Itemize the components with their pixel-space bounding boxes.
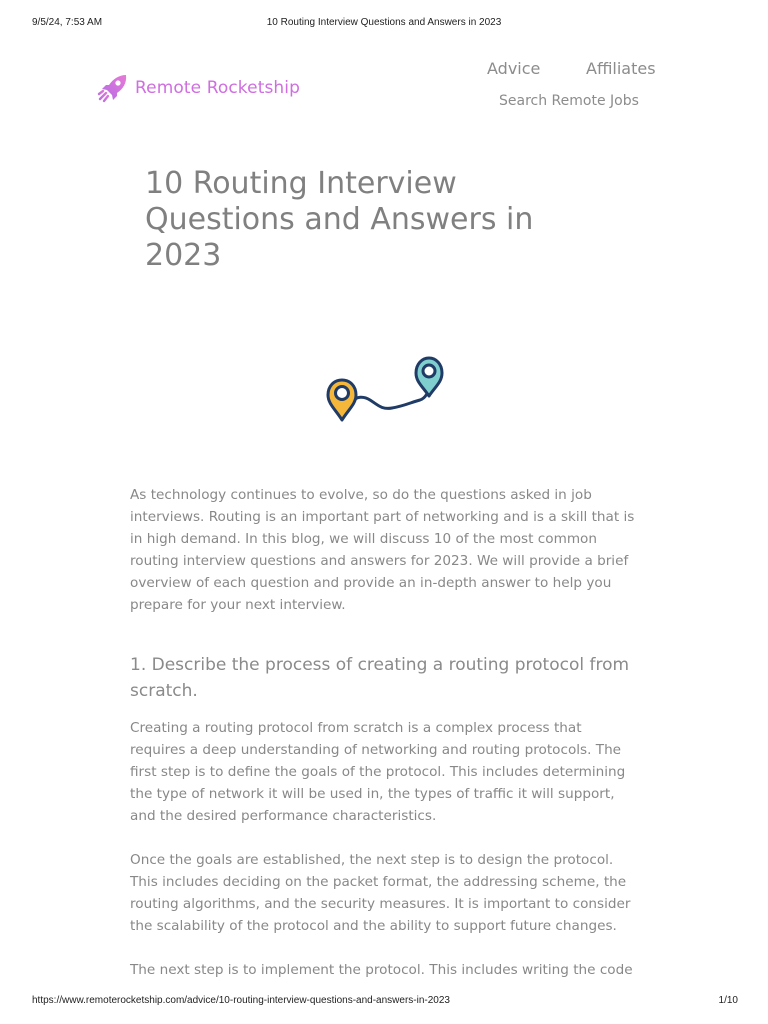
article-title: 10 Routing Interview Questions and Answers in 2023 (145, 166, 534, 273)
rocket-icon (97, 72, 131, 104)
question-1-paragraph: Once the goals are established, the next step is to design the protocol. This includes deciding on the packet format, the addressing scheme, the routing algorithms, and the security measures. It is important to consider the scalability of the protocol and the ability to support future changes. (130, 852, 631, 934)
article-body (130, 484, 635, 981)
question-1-paragraph: The next step is to implement the protocol. This includes writing the code (130, 962, 633, 978)
print-footer (0, 995, 768, 1009)
nav-advice-link[interactable]: Advice (487, 59, 541, 78)
print-header (0, 17, 768, 31)
site-logo-link[interactable] (97, 72, 300, 104)
brand-name: Remote Rocketship (135, 78, 301, 98)
print-datetime: 9/5/24, 7:53 AM (32, 17, 103, 28)
print-document-title: 10 Routing Interview Questions and Answers in 2023 (266, 17, 502, 28)
intro-paragraph: As technology continues to evolve, so do the questions asked in job interviews. Routing is an important part of networking and is a skill that is in high demand. In this blog, we will discuss 10 of the most common routing interview questions and answers for 2023. We will provide a brief overview of each question and provide an in-depth answer to help you prepare for your next interview. (130, 487, 635, 613)
print-url: https://www.remoterocketship.com/advice/10-routing-interview-questions-and-answers-in-2023 (32, 995, 450, 1006)
nav-affiliates-link[interactable]: Affiliates (586, 59, 656, 78)
route-map-pins-icon (322, 352, 448, 428)
nav-search-jobs-link[interactable]: Search Remote Jobs (499, 93, 639, 109)
question-1-heading: 1. Describe the process of creating a routing protocol from scratch. (130, 655, 630, 701)
print-page-number: 1/10 (718, 995, 738, 1006)
question-1-paragraph: Creating a routing protocol from scratch is a complex process that requires a deep understanding of networking and routing protocols. The first step is to define the goals of the protocol. This includes determining the type of network it will be used in, the types of traffic it will support, and the desired performance characteristics. (130, 720, 626, 824)
